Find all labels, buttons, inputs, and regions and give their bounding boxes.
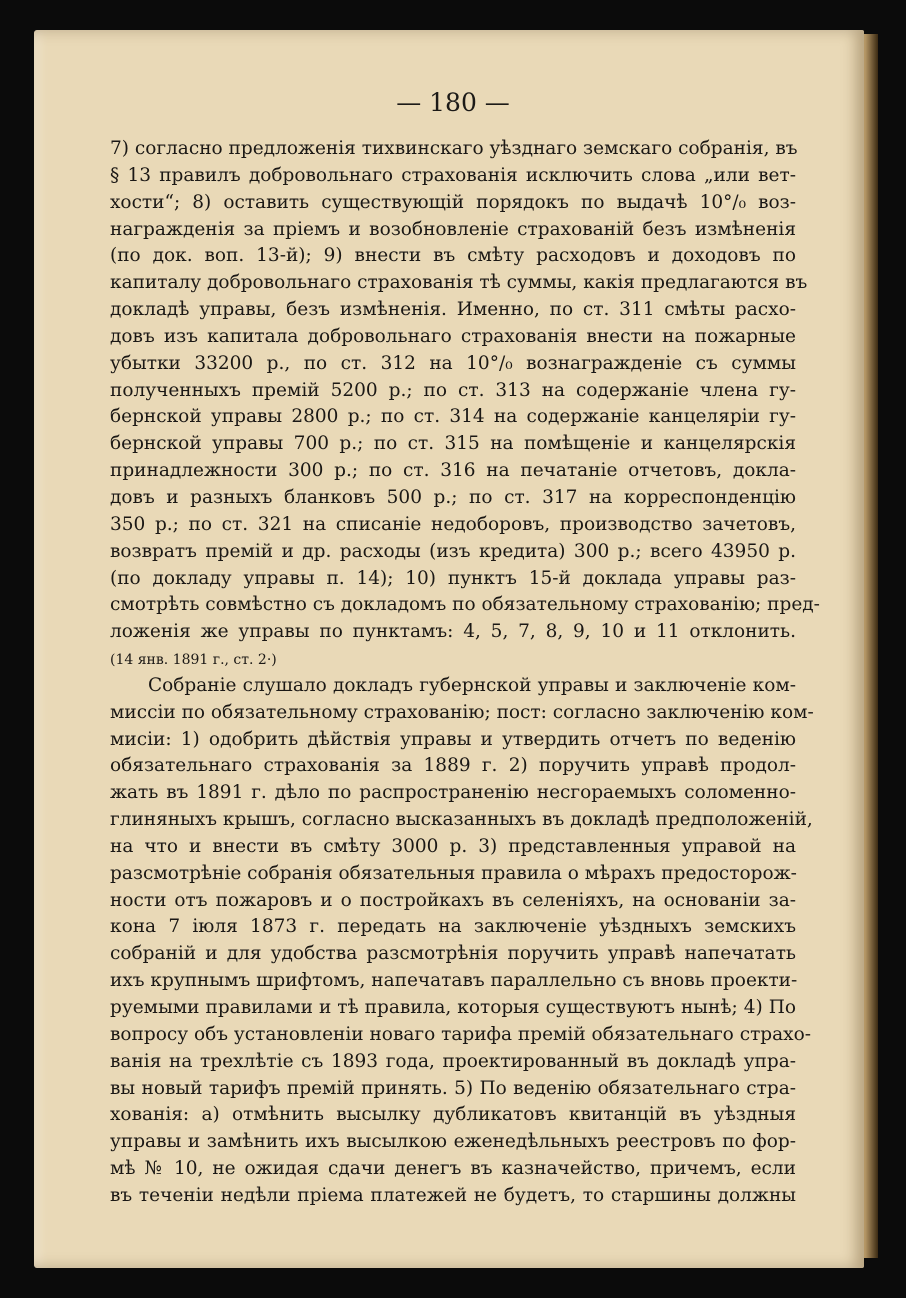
text-line: бернской управы 2800 р.; по ст. 314 на содержаніе канцеляріи гу- <box>110 406 796 428</box>
text-line: управы и замѣнить ихъ высылкою еженедѣльныхъ реестровъ по фор- <box>110 1131 796 1153</box>
text-line: ихъ крупнымъ шрифтомъ, напечатавъ параллельно съ вновь проекти- <box>110 970 798 992</box>
text-line: награжденія за пріемъ и возобновленіе страхованій безъ измѣненія <box>110 218 796 240</box>
text-line: обязательнаго страхованія за 1889 г. 2) поручить управѣ продол- <box>110 755 796 777</box>
page-number: — 180 — <box>396 88 510 117</box>
paragraph-1 <box>110 136 820 646</box>
text-line: (по докладу управы п. 14); 10) пунктъ 15-й доклада управы раз- <box>110 567 796 589</box>
text-line: жать въ 1891 г. дѣло по распространенію несгораемыхъ соломенно- <box>110 782 796 804</box>
text-line: собраній и для удобства разсмотрѣнія поручить управѣ напечатать <box>110 943 796 965</box>
text-line: хости“; 8) оставить существующій порядокъ по выдачѣ 10°/₀ воз- <box>110 191 796 213</box>
text-line: возвратъ премій и др. расходы (изъ кредита) 300 р.; всего 43950 р. <box>110 540 796 562</box>
text-line: ванія на трехлѣтіе съ 1893 года, проектированный въ докладѣ упра- <box>110 1050 796 1072</box>
text-line: на что и внести въ смѣту 3000 р. 3) представленныя управой на <box>110 835 796 857</box>
text-line: (по док. воп. 13-й); 9) внести въ смѣту расходовъ и доходовъ по <box>110 245 796 267</box>
text-line: бернской управы 700 р.; по ст. 315 на помѣщеніе и канцелярскія <box>110 433 796 455</box>
text-line: ложенія же управы по пунктамъ: 4, 5, 7, 8, 9, 10 и 11 отклонить. <box>110 621 796 643</box>
text-line: вопросу объ установленіи новаго тарифа премій обязательнаго страхо- <box>110 1023 811 1045</box>
text-line: миссіи по обязательному страхованію; пост: согласно заключенію ком- <box>110 701 814 723</box>
text-line: разсмотрѣніе собранія обязательныя правила о мѣрахъ предосторож- <box>110 862 797 884</box>
text-line: капиталу добровольнаго страхованія тѣ суммы, какія предлагаются въ <box>110 272 808 294</box>
citation-line <box>110 646 796 673</box>
text-line: Собраніе слушало докладъ губернской управы и заключеніе ком- <box>148 674 796 696</box>
text-line: ности отъ пожаровъ и о постройкахъ въ селеніяхъ, на основаніи за- <box>110 889 796 911</box>
text-line: глиняныхъ крышъ, согласно высказанныхъ въ докладѣ предположеній, <box>110 809 813 831</box>
text-line: смотрѣть совмѣстно съ докладомъ по обязательному страхованію; пред- <box>110 594 820 616</box>
citation: (14 янв. 1891 г., ст. 2·) <box>110 652 277 669</box>
text-line: 350 р.; по ст. 321 на списаніе недоборовъ, производство зачетовъ, <box>110 513 796 535</box>
text-line: убытки 33200 р., по ст. 312 на 10°/₀ вознагражденіе съ суммы <box>110 352 796 374</box>
paragraph-2 <box>110 673 814 1210</box>
text-line: докладѣ управы, безъ измѣненія. Именно, по ст. 311 смѣты расхо- <box>110 299 796 321</box>
text-line: довъ и разныхъ бланковъ 500 р.; по ст. 317 на корреспонденцію <box>110 486 796 508</box>
page-body <box>110 136 820 1210</box>
text-line: мисіи: 1) одобрить дѣйствія управы и утвердить отчетъ по веденію <box>110 728 796 750</box>
text-line: вы новый тарифъ премій принять. 5) По веденію обязательнаго стра- <box>110 1077 796 1099</box>
text-line: 7) согласно предложенія тихвинскаго уѣзднаго земскаго собранія, въ <box>110 138 798 159</box>
text-line: довъ изъ капитала добровольнаго страхованія внести на пожарные <box>110 325 796 347</box>
text-line: § 13 правилъ добровольнаго страхованія исключить слова „или вет- <box>110 164 796 186</box>
text-line: руемыми правилами и тѣ правила, которыя существуютъ нынѣ; 4) По <box>110 997 796 1018</box>
text-line: принадлежности 300 р.; по ст. 316 на печатаніе отчетовъ, докла- <box>110 460 796 482</box>
text-line: въ теченіи недѣли пріема платежей не будетъ, то старшины должны <box>110 1184 796 1206</box>
text-line: мѣ № 10, не ожидая сдачи денегъ въ казначейство, причемъ, если <box>110 1158 796 1180</box>
text-line: хованія: а) отмѣнить высылку дубликатовъ квитанцій въ уѣздныя <box>110 1104 796 1126</box>
text-line: полученныхъ премій 5200 р.; по ст. 313 на содержаніе члена гу- <box>110 379 796 401</box>
text-line: кона 7 іюля 1873 г. передать на заключеніе уѣздныхъ земскихъ <box>110 916 796 938</box>
